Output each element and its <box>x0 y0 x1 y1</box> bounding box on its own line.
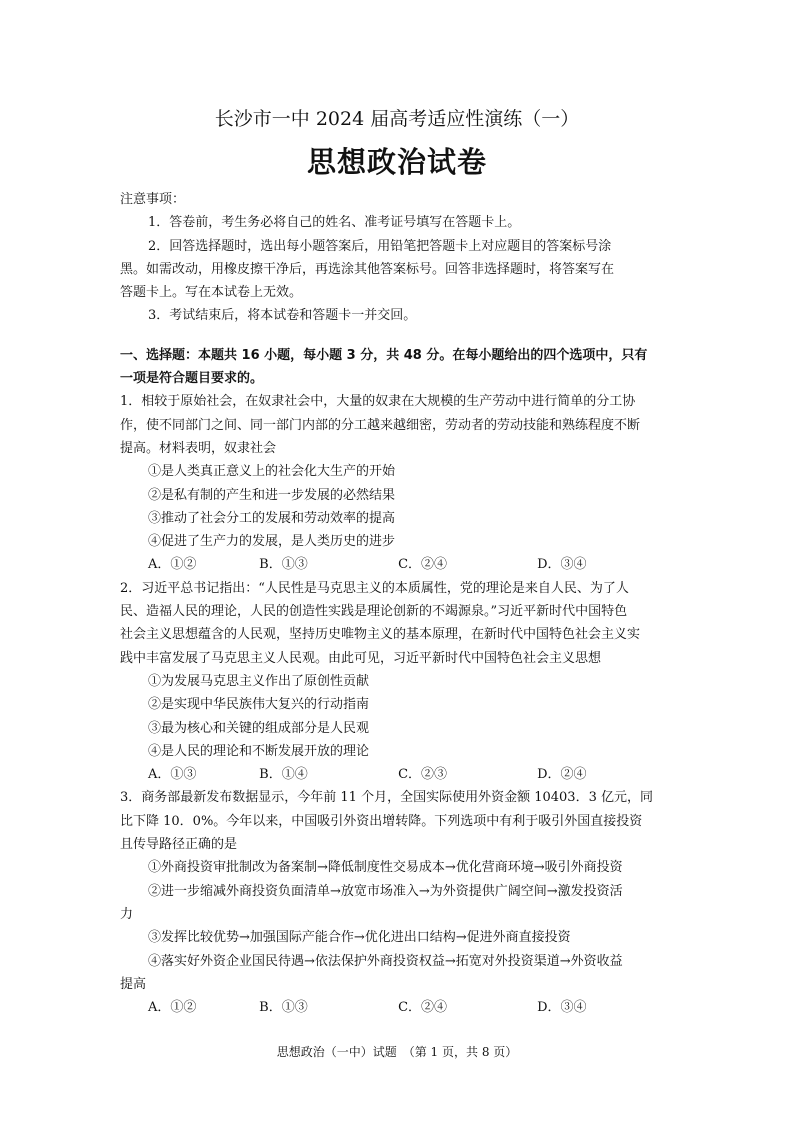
option-a: A．①② <box>148 557 197 573</box>
statement: ①为发展马克思主义作出了原创性贡献 <box>148 673 370 689</box>
statement: ③推动了社会分工的发展和劳动效率的提高 <box>148 510 396 526</box>
question-stem: 民、造福人民的理论，人民的创造性实践是理论创新的不竭源泉。”习近平新时代中国特色 <box>120 604 628 620</box>
section-heading-continued: 一项是符合题目要求的。 <box>120 371 264 387</box>
statement: ③发挥比较优势→加强国际产能合作→优化进出口结构→促进外商直接投资 <box>148 930 571 946</box>
statement: ④是人民的理论和不断发展开放的理论 <box>148 743 370 759</box>
statement: ②是私有制的产生和进一步发展的必然结果 <box>148 487 396 503</box>
question-stem: 作，使不同部门之间、同一部门内部的分工越来越细密，劳动者的劳动技能和熟练程度不断 <box>120 417 641 433</box>
option-d: D．③④ <box>537 1000 587 1016</box>
answer-options <box>120 553 676 576</box>
option-c: C．②③ <box>398 767 448 783</box>
answer-options <box>120 763 676 786</box>
question-stem: 2．习近平总书记指出：“人民性是马克思主义的本质属性，党的理论是来自人民、为了人 <box>120 580 629 596</box>
notice-item: 3．考试结束后，将本试卷和答题卡一并交回。 <box>148 308 417 324</box>
option-a: A．①③ <box>148 767 197 783</box>
question-stem: 3．商务部最新发布数据显示，今年前 11 个月，全国实际使用外资金额 10403．3 亿元，同 <box>120 790 653 806</box>
statement: ②是实现中华民族伟大复兴的行动指南 <box>148 697 370 713</box>
question-stem: 践中丰富发展了马克思主义人民观。由此可见，习近平新时代中国特色社会主义思想 <box>120 650 602 666</box>
notice-heading: 注意事项： <box>120 192 186 207</box>
statement-continued: 力 <box>120 906 134 922</box>
question-stem: 且传导路径正确的是 <box>120 837 238 853</box>
exam-content <box>120 188 676 1019</box>
option-b: B．①③ <box>259 1000 308 1016</box>
option-d: D．②④ <box>537 767 587 783</box>
exam-title: 长沙市一中 2024 届高考适应性演练（一） <box>214 108 580 130</box>
question-stem: 1．相较于原始社会，在奴隶社会中，大量的奴隶在大规模的生产劳动中进行简单的分工协 <box>120 394 636 410</box>
page-footer: 思想政治（一中）试题 （第 1 页，共 8 页） <box>276 1045 518 1059</box>
option-b: B．①③ <box>259 557 308 573</box>
option-c: C．②④ <box>398 557 448 573</box>
notice-item: 1．答卷前，考生务必将自己的姓名、准考证号填写在答题卡上。 <box>148 215 521 231</box>
exam-subject-title: 思想政治试卷 <box>306 145 487 179</box>
statement: ③最为核心和关键的组成部分是人民观 <box>148 720 370 736</box>
spacer <box>120 328 676 344</box>
option-b: B．①④ <box>259 767 308 783</box>
section-heading: 一、选择题：本题共 16 小题，每小题 3 分，共 48 分。在每小题给出的四个选项中，只有 <box>120 347 648 363</box>
question-2 <box>120 577 676 787</box>
question-stem: 比下降 10．0%。今年以来，中国吸引外资出增转降。下列选项中有利于吸引外国直接投资 <box>120 813 643 829</box>
question-stem: 社会主义思想蕴含的人民观，坚持历史唯物主义的基本原理，在新时代中国特色社会主义实 <box>120 627 641 643</box>
statement: ④落实好外资企业国民待遇→依法保护外商投资权益→拓宽对外投资渠道→外资收益 <box>148 953 623 969</box>
statement: ①是人类真正意义上的社会化大生产的开始 <box>148 464 396 480</box>
option-a: A．①② <box>148 1000 197 1016</box>
notice-item-continued: 答题卡上。写在本试卷上无效。 <box>120 285 303 301</box>
answer-options <box>120 996 676 1019</box>
question-stem: 提高。材料表明，奴隶社会 <box>120 440 277 456</box>
statement: ②进一步缩减外商投资负面清单→放宽市场准入→为外资提供广阔空间→激发投资活 <box>148 883 623 899</box>
question-3 <box>120 786 676 1019</box>
question-1 <box>120 390 676 576</box>
option-c: C．②④ <box>398 1000 448 1016</box>
statement: ①外商投资审批制改为备案制→降低制度性交易成本→优化营商环境→吸引外商投资 <box>148 860 623 876</box>
statement: ④促进了生产力的发展，是人类历史的进步 <box>148 534 396 550</box>
option-d: D．③④ <box>537 557 587 573</box>
notice-item-continued: 黑。如需改动，用橡皮擦干净后，再选涂其他答案标号。回答非选择题时，将答案写在 <box>120 261 615 277</box>
notice-item: 2．回答选择题时，选出每小题答案后，用铅笔把答题卡上对应题目的答案标号涂 <box>148 238 612 254</box>
statement-continued: 提高 <box>120 976 147 992</box>
